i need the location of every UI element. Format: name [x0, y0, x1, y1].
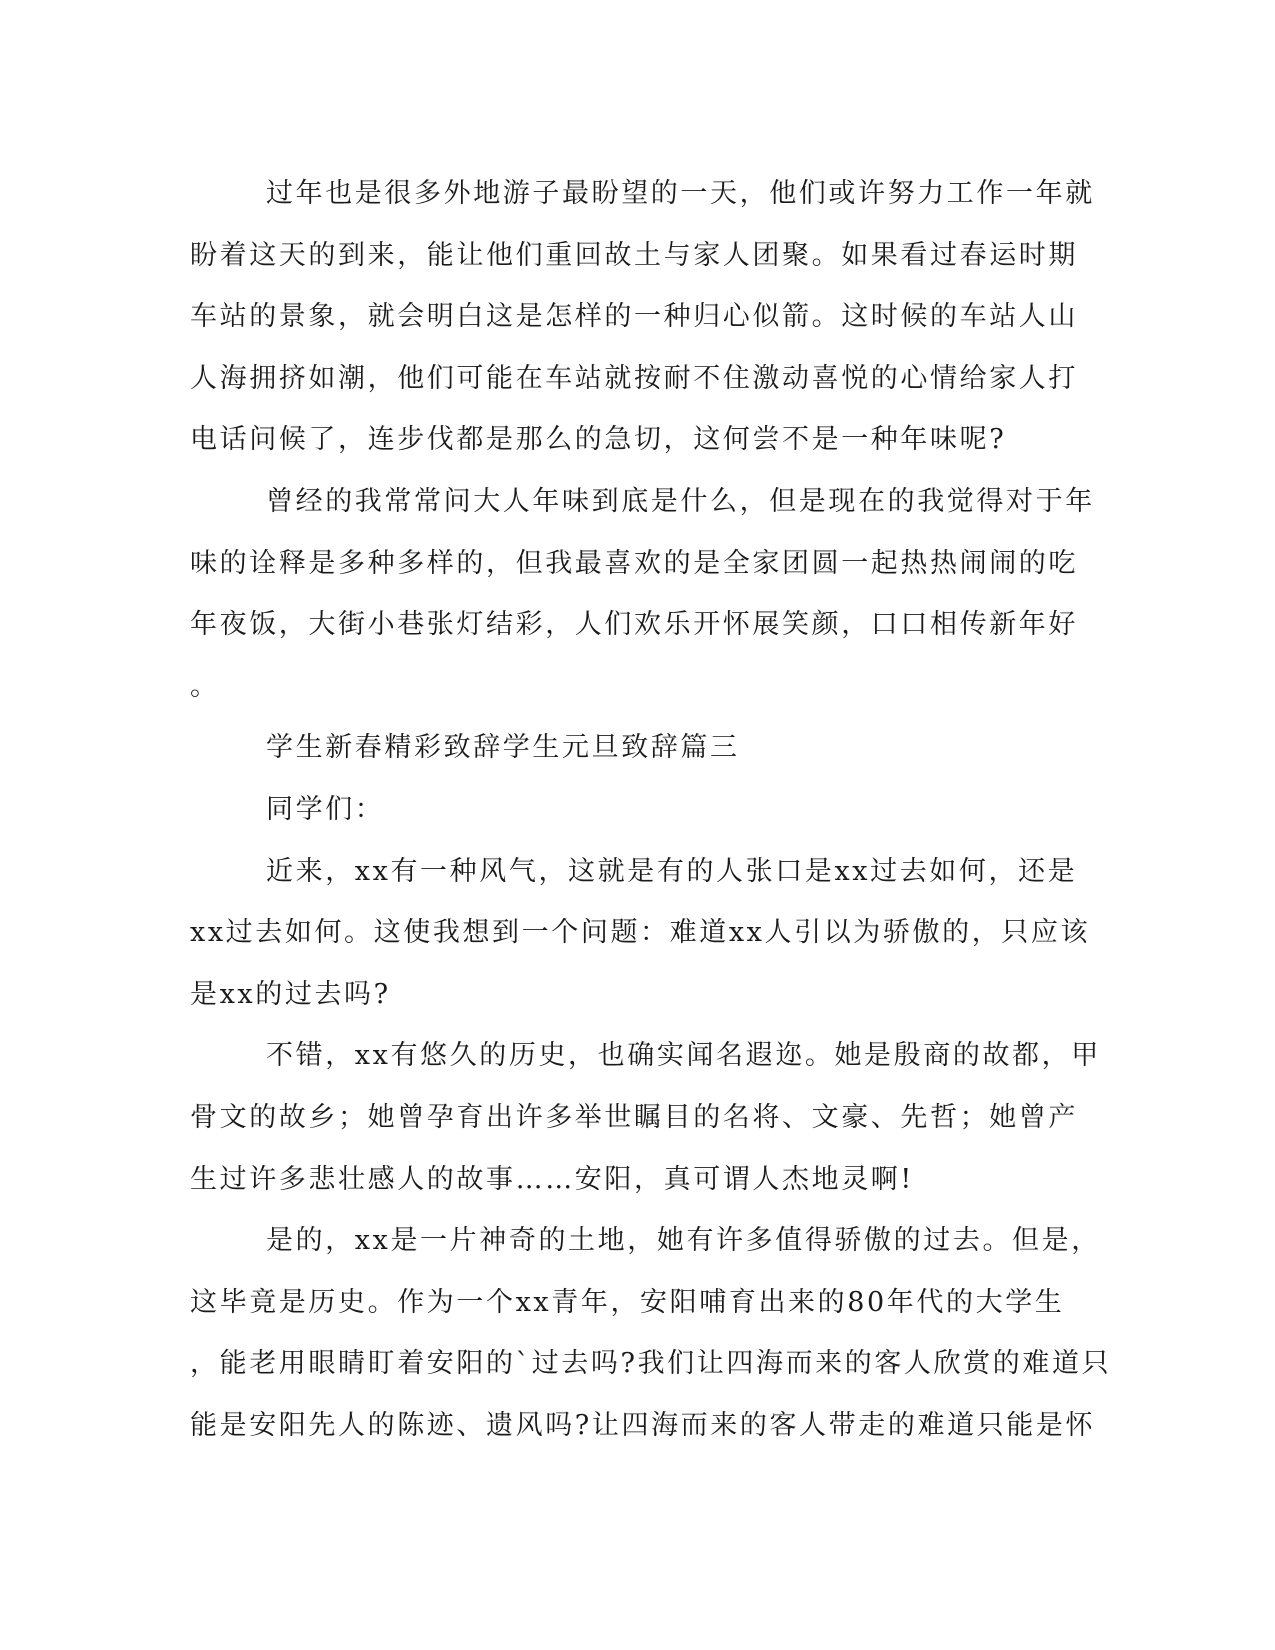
salutation [190, 779, 1090, 841]
paragraph-6 [190, 1025, 1101, 1210]
text-line: 车站的景象，就会明白这是怎样的一种归心似箭。这时候的车站人山 [190, 301, 1078, 333]
text-line: 年夜饭，大街小巷张灯结彩，人们欢乐开怀展笑颜，口口相传新年好 [190, 609, 1078, 641]
text-line: 生过许多悲壮感人的故事……安阳，真可谓人杰地灵啊! [190, 1163, 914, 1195]
text-line: 能是安阳先人的陈迹、遗风吗?让四海而来的客人带走的难道只能是怀 [190, 1409, 1096, 1441]
text-line: xx过去如何。这使我想到一个问题：难道xx人引以为骄傲的，只应该 [190, 917, 1091, 949]
text-line: 是的，xx是一片神奇的土地，她有许多值得骄傲的过去。但是， [266, 1225, 1101, 1257]
text-line: 过年也是很多外地游子最盼望的一天，他们或许努力工作一年就 [266, 178, 1095, 209]
paragraph-1 [190, 163, 1095, 471]
section-heading [190, 717, 1090, 779]
document-body [190, 163, 1112, 1456]
text-line: 。 [190, 670, 220, 702]
paragraph-7 [190, 1210, 1112, 1456]
heading-text: 学生新春精彩致辞学生元旦致辞篇三 [266, 732, 740, 764]
text-line: 近来，xx有一种风气，这就是有的人张口是xx过去如何，还是 [266, 855, 1078, 887]
paragraph-5 [190, 841, 1090, 1026]
salutation-text: 同学们： [266, 793, 385, 825]
text-line: 骨文的故乡；她曾孕育出许多举世瞩目的名将、文豪、先哲；她曾产 [190, 1101, 1078, 1133]
text-line: ，能老用眼睛盯着安阳的`过去吗?我们让四海而来的客人欣赏的难道只 [190, 1348, 1112, 1380]
text-line: 人海拥挤如潮，他们可能在车站就按耐不住激动喜悦的心情给家人打 [190, 362, 1078, 394]
text-line: 曾经的我常常问大人年味到底是什么，但是现在的我觉得对于年 [266, 485, 1095, 517]
text-line: 电话问候了，连步伐都是那么的急切，这何尝不是一种年味呢? [190, 424, 1007, 456]
paragraph-2 [190, 471, 1095, 717]
text-line: 味的诠释是多种多样的，但我最喜欢的是全家团圆一起热热闹闹的吃 [190, 547, 1078, 579]
text-line: 这毕竟是历史。作为一个xx青年，安阳哺育出来的80年代的大学生 [190, 1286, 1065, 1318]
text-line: 是xx的过去吗? [190, 978, 391, 1010]
text-line: 盼着这天的到来，能让他们重回故土与家人团聚。如果看过春运时期 [190, 239, 1078, 271]
text-line: 不错，xx有悠久的历史，也确实闻名遐迩。她是殷商的故都，甲 [266, 1040, 1101, 1072]
